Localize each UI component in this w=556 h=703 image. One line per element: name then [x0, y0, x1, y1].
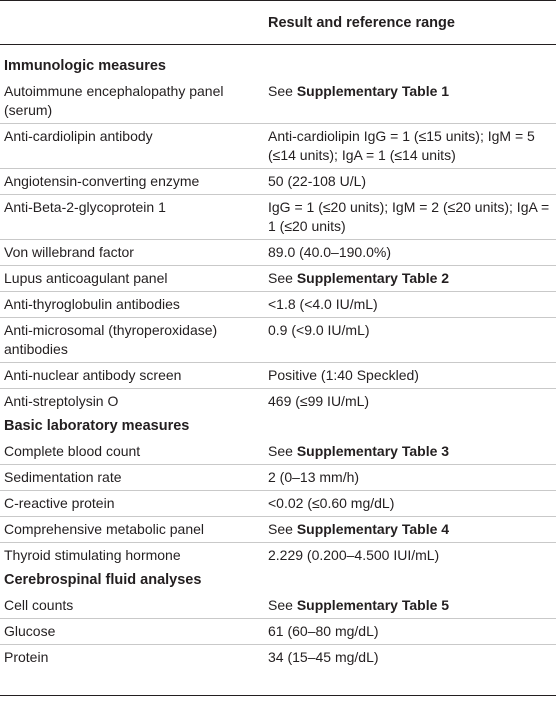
- result-cell: [268, 414, 556, 439]
- result-cell: 89.0 (40.0–190.0%): [268, 244, 391, 260]
- result-cell: [268, 79, 556, 123]
- result-cell: 61 (60–80 mg/dL): [268, 623, 379, 639]
- result-cell: 0.9 (<9.0 IU/mL): [268, 322, 370, 338]
- result-cell: 50 (22-108 U/L): [268, 173, 367, 189]
- table-body: [0, 45, 556, 670]
- measure-label: Anti-Beta-2-glycoprotein 1: [4, 199, 166, 215]
- table-row: [0, 619, 556, 645]
- supplementary-table-ref: Supplementary Table 2: [296, 270, 450, 286]
- measure-label: Angiotensin-converting enzyme: [4, 173, 200, 189]
- supplementary-table-ref: Supplementary Table 5: [296, 597, 450, 613]
- measure-label: Anti-streptolysin O: [4, 393, 119, 409]
- measure-label: Complete blood count: [4, 443, 141, 459]
- measure-label: Glucose: [4, 623, 56, 639]
- table-row: [0, 292, 556, 318]
- table-row: [0, 124, 556, 169]
- section-heading: Basic laboratory measures: [4, 418, 190, 434]
- result-prefix: See: [268, 521, 297, 537]
- table-row: [0, 517, 556, 543]
- result-cell: 2 (0–13 mm/h): [268, 469, 360, 485]
- table-row: [0, 240, 556, 266]
- result-cell: [268, 568, 556, 593]
- measure-label: Anti-cardiolipin antibody: [4, 128, 153, 144]
- measure-label: Autoimmune encephalopathy panel (serum): [4, 83, 224, 118]
- table-row: [0, 169, 556, 195]
- result-cell: 2.229 (0.200–4.500 IUI/mL): [268, 547, 440, 563]
- measure-label: Sedimentation rate: [4, 469, 122, 485]
- table-row: [0, 465, 556, 491]
- measure-label: Comprehensive metabolic panel: [4, 521, 204, 537]
- section-heading: Cerebrospinal fluid analyses: [4, 572, 202, 588]
- header-col2: Result and reference range: [268, 14, 455, 31]
- result-cell: [268, 517, 556, 542]
- result-cell: <1.8 (<4.0 IU/mL): [268, 296, 378, 312]
- result-prefix: See: [268, 443, 297, 459]
- bottom-rule: [0, 695, 556, 696]
- result-cell: <0.02 (≤0.60 mg/dL): [268, 495, 395, 511]
- measure-label: Anti-microsomal (thyroperoxidase) antibodies: [4, 322, 218, 357]
- result-prefix: See: [268, 270, 297, 286]
- table-row: [0, 645, 556, 670]
- table-row: [0, 318, 556, 363]
- section-row: [0, 414, 556, 439]
- table-row: [0, 439, 556, 465]
- supplementary-table-ref: Supplementary Table 1: [296, 83, 450, 99]
- measure-label: Anti-nuclear antibody screen: [4, 367, 182, 383]
- table-row: [0, 195, 556, 240]
- measure-label: C-reactive protein: [4, 495, 115, 511]
- supplementary-table-ref: Supplementary Table 4: [296, 521, 450, 537]
- table-row: [0, 491, 556, 517]
- table-header: [0, 1, 556, 44]
- result-prefix: See: [268, 83, 297, 99]
- result-cell: 34 (15–45 mg/dL): [268, 649, 379, 665]
- measure-label: Cell counts: [4, 597, 74, 613]
- section-row: [0, 54, 556, 79]
- result-cell: IgG = 1 (≤20 units); IgM = 2 (≤20 units); IgA = 1 (≤20 units): [268, 199, 550, 234]
- measure-label: Anti-thyroglobulin antibodies: [4, 296, 180, 312]
- result-prefix: See: [268, 597, 297, 613]
- table-row: [0, 363, 556, 389]
- measure-label: Thyroid stimulating hormone: [4, 547, 181, 563]
- section-heading: Immunologic measures: [4, 58, 166, 74]
- table-row: [0, 543, 556, 568]
- measure-label: Von willebrand factor: [4, 244, 134, 260]
- measure-label: Lupus anticoagulant panel: [4, 270, 168, 286]
- result-cell: [268, 439, 556, 464]
- result-cell: Anti-cardiolipin IgG = 1 (≤15 units); IgM = 5 (≤14 units); IgA = 1 (≤14 units): [268, 128, 535, 163]
- result-cell: Positive (1:40 Speckled): [268, 367, 419, 383]
- result-cell: [268, 54, 556, 79]
- table-row: [0, 389, 556, 414]
- table-row: [0, 79, 556, 124]
- supplementary-table-ref: Supplementary Table 3: [296, 443, 450, 459]
- result-cell: [268, 593, 556, 618]
- table-row: [0, 266, 556, 292]
- measure-label: Protein: [4, 649, 49, 665]
- section-row: [0, 568, 556, 593]
- table-row: [0, 593, 556, 619]
- result-cell: 469 (≤99 IU/mL): [268, 393, 370, 409]
- result-cell: [268, 266, 556, 291]
